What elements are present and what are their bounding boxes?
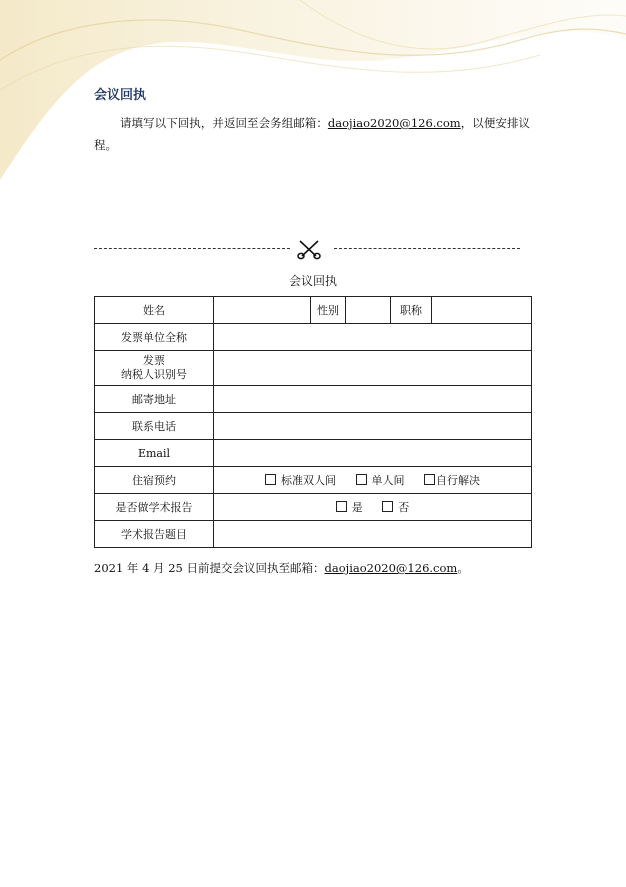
table-row — [95, 413, 532, 440]
intro-text-end: ，以便安排议程。 — [94, 116, 530, 152]
report-label: 是否做学术报告 — [95, 494, 214, 521]
checkbox-icon[interactable] — [265, 474, 276, 485]
accommodation-label: 住宿预约 — [95, 467, 214, 494]
table-row — [95, 521, 532, 548]
accommodation-option-double[interactable] — [265, 474, 336, 487]
email-label: Email — [95, 440, 214, 467]
taxpayer-label-line1: 发票 — [143, 354, 165, 367]
cut-line-right-dashes — [334, 248, 520, 249]
mail-address-cell[interactable] — [214, 386, 532, 413]
form-title: 会议回执 — [288, 274, 337, 288]
deadline-text-end: 。 — [457, 561, 469, 575]
intro-email-link[interactable]: daojiao2020@126.com — [327, 116, 461, 130]
deadline-note — [94, 560, 469, 576]
deadline-email-link[interactable]: daojiao2020@126.com — [324, 561, 458, 575]
gender-cell[interactable] — [346, 297, 391, 324]
table-row — [95, 324, 532, 351]
table-row — [95, 440, 532, 467]
intro-text: 请填写以下回执，并返回至会务组邮箱： — [120, 116, 328, 130]
report-title-cell[interactable] — [214, 521, 532, 548]
checkbox-icon[interactable] — [424, 474, 435, 485]
report-title-label: 学术报告题目 — [95, 521, 214, 548]
invoice-unit-label: 发票单位全称 — [95, 324, 214, 351]
report-option-yes[interactable] — [336, 501, 363, 514]
section-heading: 会议回执 — [94, 88, 147, 103]
option-label: 是 — [351, 501, 363, 514]
option-label: 自行解决 — [436, 474, 480, 487]
email-cell[interactable] — [214, 440, 532, 467]
table-row — [95, 351, 532, 386]
scissors-icon — [296, 238, 322, 260]
taxpayer-id-cell[interactable] — [214, 351, 532, 386]
cut-line — [94, 238, 524, 258]
option-label: 单人间 — [371, 474, 405, 487]
taxpayer-id-label — [95, 351, 214, 386]
phone-label: 联系电话 — [95, 413, 214, 440]
accommodation-options — [214, 467, 532, 494]
title-cell[interactable] — [432, 297, 532, 324]
checkbox-icon[interactable] — [336, 501, 347, 512]
phone-cell[interactable] — [214, 413, 532, 440]
option-label: 否 — [398, 501, 410, 514]
mail-address-label: 邮寄地址 — [95, 386, 214, 413]
name-label: 姓名 — [95, 297, 214, 324]
deadline-text: 2021 年 4 月 25 日前提交会议回执至邮箱： — [94, 561, 325, 575]
checkbox-icon[interactable] — [382, 501, 393, 512]
checkbox-icon[interactable] — [356, 474, 367, 485]
intro-paragraph — [94, 112, 530, 156]
option-label: 标准双人间 — [281, 474, 336, 487]
registration-form-table — [94, 296, 532, 548]
report-option-no[interactable] — [382, 501, 409, 514]
table-row — [95, 467, 532, 494]
cut-line-left-dashes — [94, 248, 290, 249]
taxpayer-label-line2: 纳税人识别号 — [121, 368, 187, 381]
invoice-unit-cell[interactable] — [214, 324, 532, 351]
table-row — [95, 297, 532, 324]
name-cell[interactable] — [214, 297, 311, 324]
gender-label: 性别 — [311, 297, 346, 324]
accommodation-option-single[interactable] — [356, 474, 405, 487]
title-label: 职称 — [391, 297, 432, 324]
table-row — [95, 494, 532, 521]
accommodation-option-self[interactable] — [424, 474, 480, 487]
report-options — [214, 494, 532, 521]
table-row — [95, 386, 532, 413]
